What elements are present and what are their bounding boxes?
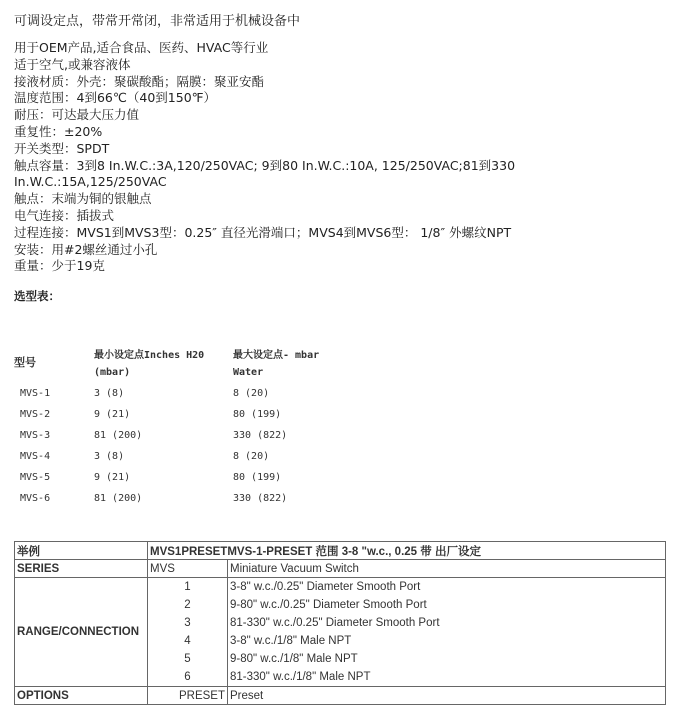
range-code: 6 [184, 671, 191, 683]
table-row [15, 687, 666, 705]
table-row-max: 80 (199) [233, 472, 282, 483]
table-row-min: 9 (21) [94, 472, 131, 483]
table-row-min: 81 (200) [94, 493, 143, 504]
model-col-header: 型号 [14, 356, 36, 369]
table-row-min: 3 (8) [94, 388, 125, 399]
spec-list [14, 40, 674, 275]
range-desc: 9-80" w.c./0.25" Diameter Smooth Port [230, 599, 427, 611]
max-col-header-unit: Water [233, 367, 264, 378]
spec-line: 过程连接：MVS1到MVS3型：0.25″ 直径光滑端口；MVS4到MVS6型： 1/8″ 外螺纹NPT [14, 224, 512, 240]
series-code: MVS [148, 560, 228, 578]
range-code: 3 [184, 617, 191, 629]
min-col-header-unit: (mbar) [94, 367, 131, 378]
range-code: 5 [184, 653, 191, 665]
table-row-model: MVS-1 [20, 388, 51, 399]
options-desc: Preset [228, 687, 666, 705]
range-code: 2 [184, 599, 191, 611]
headline: 可调设定点，带常开常闭，非常适用于机械设备中 [14, 14, 301, 29]
table-row-model: MVS-5 [20, 472, 51, 483]
spec-line: 接液材质：外壳：聚碳酸酯；隔膜：聚亚安酯 [14, 73, 265, 89]
table-row-min: 81 (200) [94, 430, 143, 441]
table-row-max: 330 (822) [233, 493, 288, 504]
spec-line: 开关类型：SPDT [14, 140, 110, 156]
table-row-model: MVS-3 [20, 430, 51, 441]
range-code: 4 [184, 635, 191, 647]
table-row [15, 542, 666, 560]
range-desc: 81-330" w.c./0.25" Diameter Smooth Port [230, 617, 440, 629]
range-label: RANGE/CONNECTION [15, 578, 148, 687]
spec-line: 电气连接：插拔式 [14, 207, 115, 223]
min-col-header: 最小设定点Inches H20 [94, 350, 205, 361]
range-descs [228, 578, 666, 687]
spec-line: 温度范围：4到66℃（40到150℉） [14, 90, 217, 106]
table-row-min: 9 (21) [94, 409, 131, 420]
spec-line: 适于空气,或兼容液体 [14, 56, 131, 72]
options-label: OPTIONS [15, 687, 148, 705]
spec-line: 耐压：可达最大压力值 [14, 107, 140, 123]
table-row-max: 80 (199) [233, 409, 282, 420]
table-row-model: MVS-4 [20, 451, 51, 462]
spec-line: 重量：少于19克 [14, 258, 105, 274]
range-codes [148, 578, 228, 687]
max-col-header: 最大设定点- mbar [233, 350, 320, 361]
options-code: PRESET [148, 687, 228, 705]
spec-line: 触点：末端为铜的银触点 [14, 191, 152, 207]
range-desc: 3-8" w.c./0.25" Diameter Smooth Port [230, 581, 421, 593]
example-text: MVS1PRESETMVS-1-PRESET 范围 3-8 "w.c., 0.25 带 出厂设定 [148, 542, 666, 560]
options-table [14, 541, 666, 705]
series-desc: Miniature Vacuum Switch [228, 560, 666, 578]
spec-line: In.W.C.:15A,125/250VAC [14, 174, 167, 190]
spec-line: 触点容量：3到8 In.W.C.:3A,120/250VAC; 9到80 In.W.C.:10A, 125/250VAC;81到330 [14, 157, 516, 173]
table-row [15, 560, 666, 578]
range-desc: 3-8" w.c./1/8" Male NPT [230, 635, 352, 647]
table-row-min: 3 (8) [94, 451, 125, 462]
series-label: SERIES [15, 560, 148, 578]
table-row-max: 8 (20) [233, 388, 270, 399]
selection-label: 选型表： [14, 289, 60, 303]
spec-line: 用于OEM产品,适合食品、医药、HVAC等行业 [14, 40, 269, 55]
range-code: 1 [184, 581, 191, 593]
table-row-max: 8 (20) [233, 451, 270, 462]
spec-line: 安装：用#2螺丝通过小孔 [14, 241, 158, 257]
example-label: 举例 [15, 542, 148, 560]
table-row-model: MVS-2 [20, 409, 51, 420]
spec-line: 重复性：±20% [14, 123, 103, 139]
range-desc: 9-80" w.c./1/8" Male NPT [230, 653, 358, 665]
table-row-max: 330 (822) [233, 430, 288, 441]
range-desc: 81-330" w.c./1/8" Male NPT [230, 671, 371, 683]
table-row-model: MVS-6 [20, 493, 51, 504]
